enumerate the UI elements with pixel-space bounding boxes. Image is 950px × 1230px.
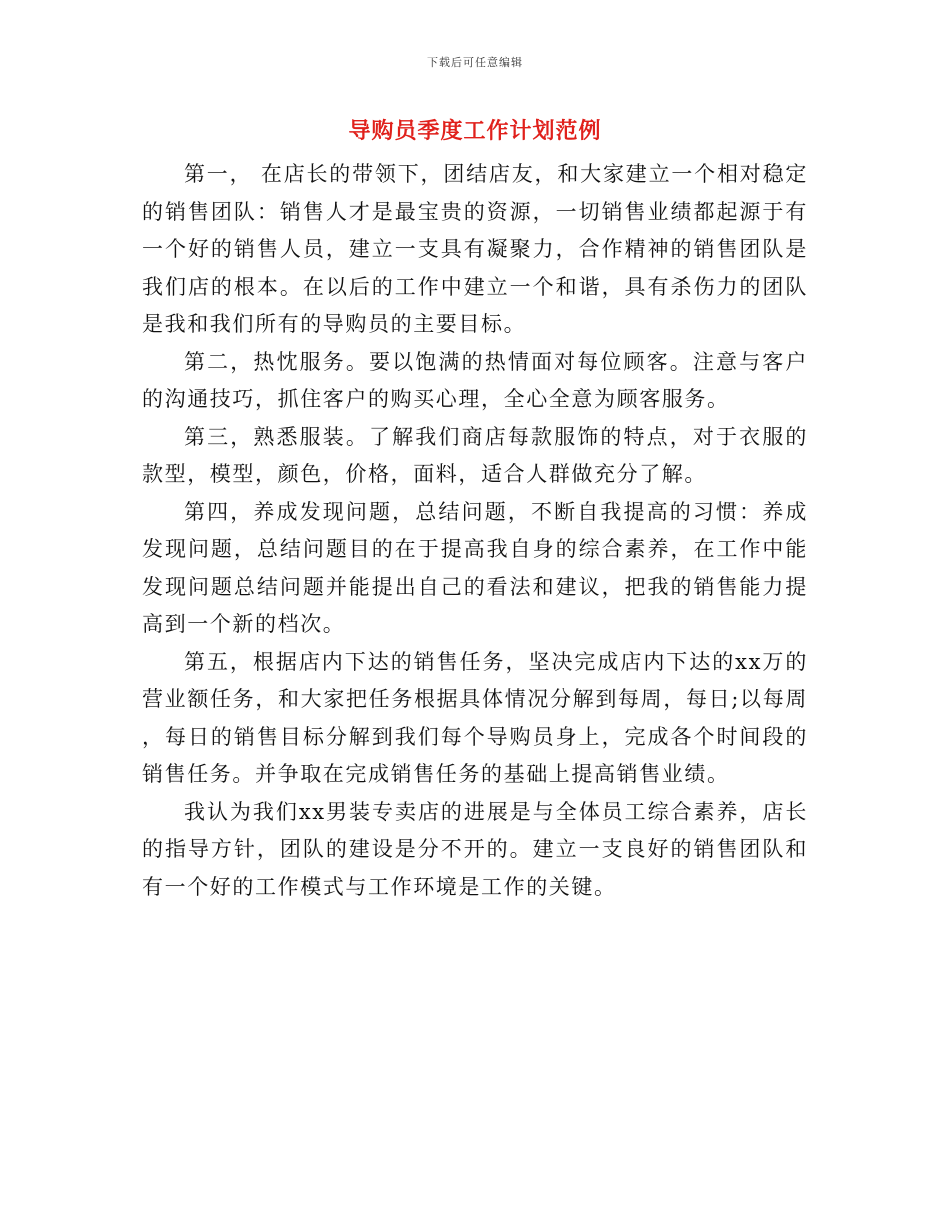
paragraph-6: 我认为我们xx男装专卖店的进展是与全体员工综合素养，店长的指导方针，团队的建设是分不开的。建立一支良好的销售团队和有一个好的工作模式与工作环境是工作的关键。 [142, 799, 808, 899]
document-body [142, 156, 808, 906]
document-title: 导购员季度工作计划范例 [348, 119, 602, 144]
header-note: 下载后可任意编辑 [427, 56, 523, 69]
paragraph-5: 第五，根据店内下达的销售任务，坚决完成店内下达的xx万的营业额任务，和大家把任务根据具体情况分解到每周，每日;以每周 ，每日的销售目标分解到我们每个导购员身上，完成各个时间段的销售任务。并争取在完成销售任务的基础上提高销售业绩。 [142, 649, 808, 786]
paragraph-4: 第四，养成发现问题，总结问题，不断自我提高的习惯：养成发现问题，总结问题目的在于提高我自身的综合素养，在工作中能发现问题总结问题并能提出自己的看法和建议，把我的销售能力提高到一个新的档次。 [142, 499, 808, 636]
paragraph-3: 第三，熟悉服装。了解我们商店每款服饰的特点，对于衣服的款型，模型，颜色，价格，面料，适合人群做充分了解。 [142, 424, 808, 486]
paragraph-1: 第一， 在店长的带领下，团结店友，和大家建立一个相对稳定的销售团队：销售人才是最宝贵的资源，一切销售业绩都起源于有一个好的销售人员，建立一支具有凝聚力，合作精神的销售团队是我们店的根本。在以后的工作中建立一个和谐，具有杀伤力的团队是我和我们所有的导购员的主要目标。 [142, 162, 808, 336]
paragraph-2: 第二，热忱服务。要以饱满的热情面对每位顾客。注意与客户的沟通技巧，抓住客户的购买心理，全心全意为顾客服务。 [142, 349, 808, 411]
